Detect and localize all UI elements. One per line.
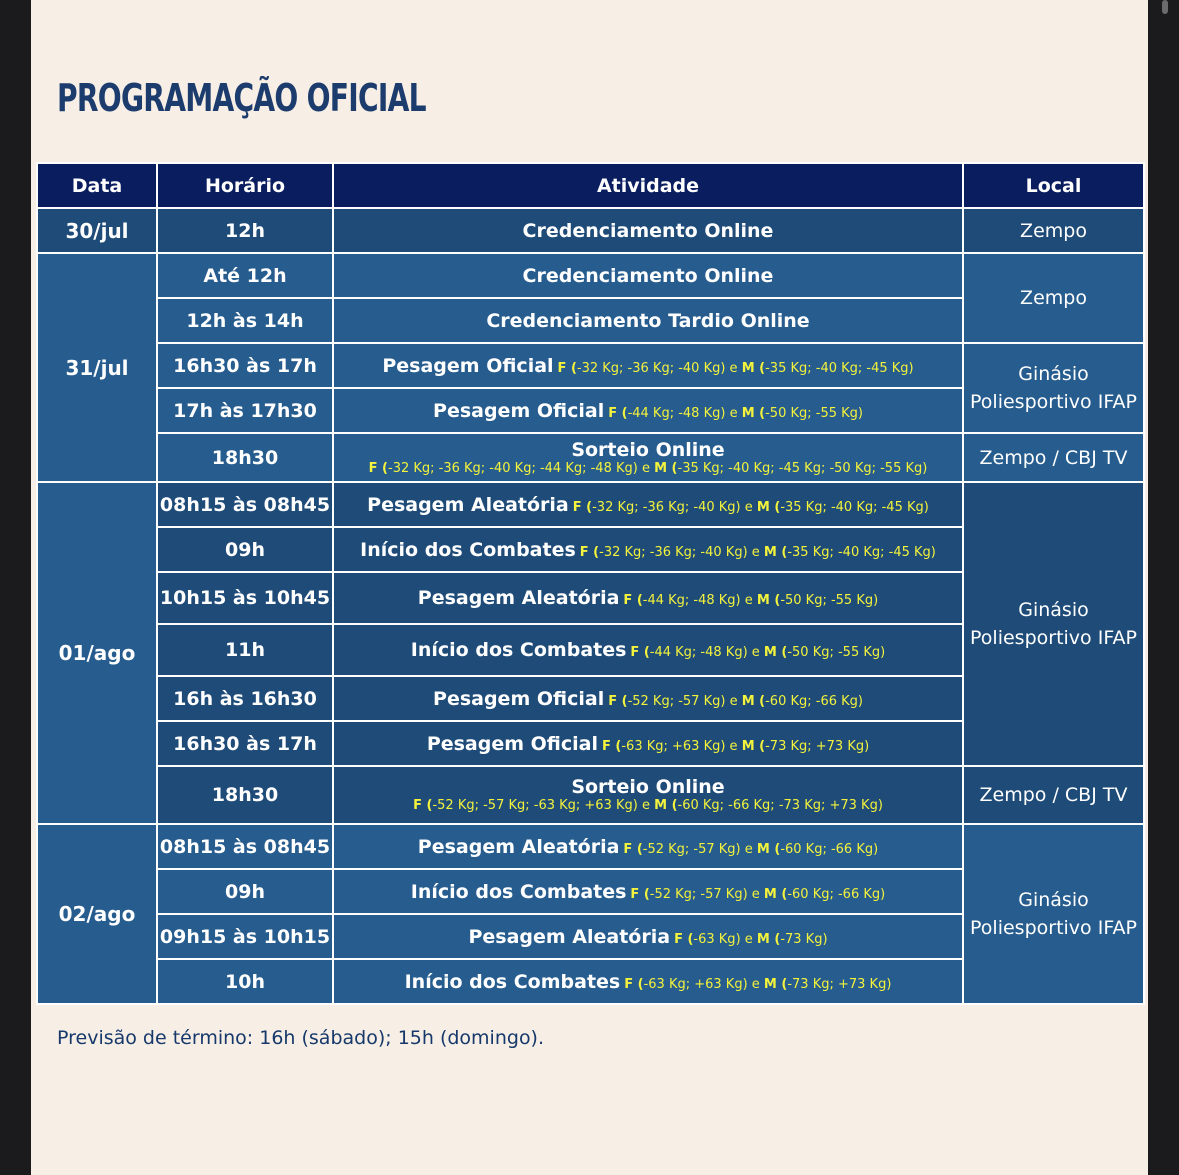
time-cell: 09h: [157, 527, 333, 572]
time-cell: 11h: [157, 624, 333, 676]
time-cell: 09h: [157, 869, 333, 914]
activity-name: Pesagem Oficial: [382, 354, 554, 377]
table-row: [37, 433, 1144, 482]
page: [31, 0, 1148, 1175]
activity-name: Credenciamento Online: [522, 219, 774, 242]
weight-categories: F (-44 Kg; -48 Kg) e M (-50 Kg; -55 Kg): [623, 593, 879, 608]
table-row: [37, 253, 1144, 298]
header-location: Local: [963, 163, 1144, 208]
time-cell: 08h15 às 08h45: [157, 482, 333, 527]
weight-categories: F (-63 Kg; +63 Kg) e M (-73 Kg; +73 Kg): [624, 976, 892, 992]
activity-cell: [333, 482, 963, 527]
date-cell: 30/jul: [37, 208, 157, 253]
activity-cell: [333, 869, 963, 914]
weight-categories: F (-52 Kg; -57 Kg; -63 Kg; +63 Kg) e M (-60 Kg; -66 Kg; -73 Kg; +73 Kg): [413, 798, 883, 813]
activity-name: Pesagem Aleatória: [417, 587, 620, 609]
time-cell: 10h15 às 10h45: [157, 572, 333, 624]
activity-cell: [333, 676, 963, 721]
activity-cell: [333, 572, 963, 624]
weight-categories: F (-44 Kg; -48 Kg) e M (-50 Kg; -55 Kg): [630, 645, 886, 660]
table-row: [37, 824, 1144, 869]
location-cell: Zempo: [963, 253, 1144, 343]
table-row: [37, 208, 1144, 253]
table-header-row: [37, 163, 1144, 208]
activity-name: Pesagem Oficial: [433, 687, 605, 710]
weight-categories: F (-32 Kg; -36 Kg; -40 Kg) e M (-35 Kg; -40 Kg; -45 Kg): [557, 360, 914, 376]
page-title: PROGRAMAÇÃO OFICIAL: [57, 76, 426, 120]
table-row: [37, 343, 1144, 388]
activity-cell: [333, 959, 963, 1004]
time-cell: 16h30 às 17h: [157, 343, 333, 388]
header-activity: Atividade: [333, 163, 963, 208]
activity-name: Pesagem Aleatória: [417, 835, 620, 858]
location-cell: Ginásio Poliesportivo IFAP: [963, 343, 1144, 433]
date-cell: 02/ago: [37, 824, 157, 1004]
time-cell: 18h30: [157, 766, 333, 824]
activity-name: Credenciamento Tardio Online: [486, 309, 810, 332]
activity-cell: [333, 624, 963, 676]
activity-name: Pesagem Aleatória: [367, 493, 569, 516]
weight-categories: F (-52 Kg; -57 Kg) e M (-60 Kg; -66 Kg): [623, 841, 879, 857]
activity-name: Sorteio Online: [571, 776, 725, 798]
weight-categories: F (-63 Kg; +63 Kg) e M (-73 Kg; +73 Kg): [602, 738, 870, 754]
activity-cell: [333, 527, 963, 572]
activity-cell: [333, 766, 963, 824]
activity-cell: [333, 253, 963, 298]
activity-name: Pesagem Aleatória: [468, 925, 671, 948]
time-cell: 18h30: [157, 433, 333, 482]
location-cell: Zempo / CBJ TV: [963, 433, 1144, 482]
location-cell: Zempo / CBJ TV: [963, 766, 1144, 824]
time-cell: 09h15 às 10h15: [157, 914, 333, 959]
activity-name: Início dos Combates: [360, 538, 576, 561]
activity-name: Início dos Combates: [410, 880, 627, 903]
date-cell: 31/jul: [37, 253, 157, 482]
weight-categories: F (-52 Kg; -57 Kg) e M (-60 Kg; -66 Kg): [608, 693, 863, 709]
time-cell: 17h às 17h30: [157, 388, 333, 433]
location-cell: Zempo: [963, 208, 1144, 253]
activity-name: Início dos Combates: [410, 639, 627, 661]
activity-cell: [333, 433, 963, 482]
activity-cell: [333, 343, 963, 388]
activity-name: Pesagem Oficial: [426, 732, 598, 755]
activity-cell: [333, 298, 963, 343]
time-cell: 16h às 16h30: [157, 676, 333, 721]
header-date: Data: [37, 163, 157, 208]
location-cell: Ginásio Poliesportivo IFAP: [963, 482, 1144, 766]
time-cell: 08h15 às 08h45: [157, 824, 333, 869]
location-cell: Ginásio Poliesportivo IFAP: [963, 824, 1144, 1004]
weight-categories: F (-44 Kg; -48 Kg) e M (-50 Kg; -55 Kg): [608, 405, 863, 421]
weight-categories: F (-32 Kg; -36 Kg; -40 Kg) e M (-35 Kg; -40 Kg; -45 Kg): [579, 544, 936, 560]
weight-categories: F (-32 Kg; -36 Kg; -40 Kg; -44 Kg; -48 Kg) e M (-35 Kg; -40 Kg; -45 Kg; -50 Kg; -55 Kg): [368, 460, 928, 476]
time-cell: 12h: [157, 208, 333, 253]
time-cell: Até 12h: [157, 253, 333, 298]
activity-name: Credenciamento Online: [522, 264, 774, 287]
time-cell: 12h às 14h: [157, 298, 333, 343]
activity-name: Início dos Combates: [404, 970, 621, 993]
weight-categories: F (-32 Kg; -36 Kg; -40 Kg) e M (-35 Kg; -40 Kg; -45 Kg): [572, 499, 929, 515]
activity-name: Pesagem Oficial: [433, 399, 605, 422]
date-cell: 01/ago: [37, 482, 157, 824]
activity-cell: [333, 388, 963, 433]
activity-cell: [333, 914, 963, 959]
activity-cell: [333, 208, 963, 253]
activity-name: Sorteio Online: [571, 438, 725, 461]
activity-cell: [333, 721, 963, 766]
header-time: Horário: [157, 163, 333, 208]
table-row: [37, 482, 1144, 527]
scrollbar[interactable]: [1162, 0, 1168, 14]
table-row: [37, 766, 1144, 824]
weight-categories: F (-52 Kg; -57 Kg) e M (-60 Kg; -66 Kg): [630, 886, 886, 902]
weight-categories: F (-63 Kg) e M (-73 Kg): [674, 931, 828, 947]
footer-note: Previsão de término: 16h (sábado); 15h (domingo).: [57, 1027, 545, 1049]
time-cell: 10h: [157, 959, 333, 1004]
time-cell: 16h30 às 17h: [157, 721, 333, 766]
schedule-table: [36, 162, 1145, 1005]
activity-cell: [333, 824, 963, 869]
